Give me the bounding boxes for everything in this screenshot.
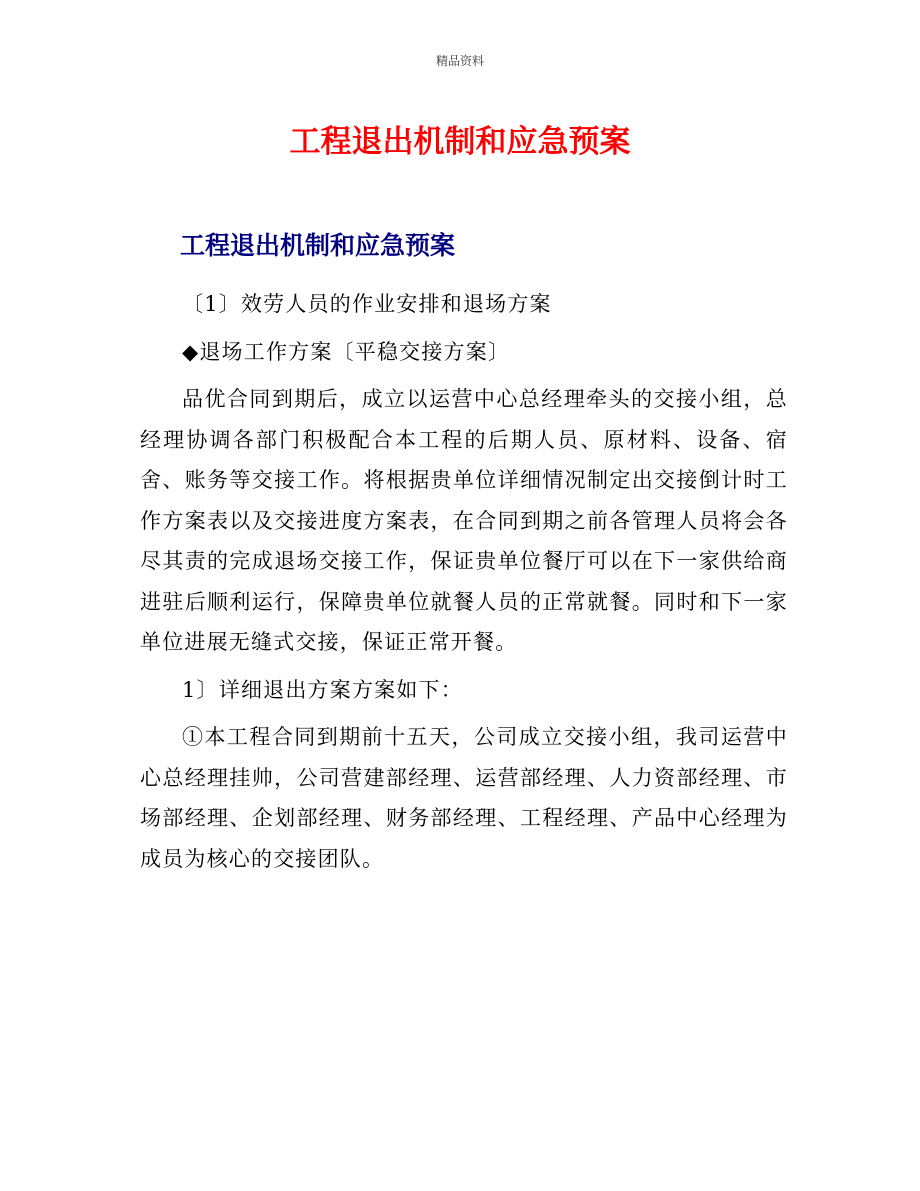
section-title: 工程退出机制和应急预案 (180, 231, 456, 260)
paragraph-detailed-plan-heading: 1〕详细退出方案方案如下： (182, 677, 463, 702)
page-title: 工程退出机制和应急预案 (289, 124, 631, 160)
paragraph-handover-details: 品优合同到期后，成立以运营中心总经理牵头的交接小组，总经理协调各部门积极配合本工程的后期人员、原材料、设备、宿舍、账务等交接工作。将根据贵单位详细情况制定出交接倒计时工作方案表以及交接进度方案表，在合同到期之前各管理人员将会各尽其责的完成退场交接工作，保证贵单位餐厅可以在下一家供给商进驻后顺利运行，保障贵单位就餐人员的正常就餐。同时和下一家单位进展无缝式交接，保证正常开餐。 (140, 387, 788, 654)
paragraph-exit-plan-heading: ◆退场工作方案〔平稳交接方案〕 (182, 339, 511, 364)
body-content (140, 284, 788, 886)
paragraph-staff-arrangement: 〔1〕效劳人员的作业安排和退场方案 (182, 292, 552, 316)
header-note: 精品资料 (435, 54, 484, 68)
paragraph-handover-team: ①本工程合同到期前十五天，公司成立交接小组，我司运营中心总经理挂帅，公司营建部经理、运营部经理、人力资部经理、市场部经理、企划部经理、财务部经理、工程经理、产品中心经理为成员为核心的交接团队。 (140, 725, 788, 871)
